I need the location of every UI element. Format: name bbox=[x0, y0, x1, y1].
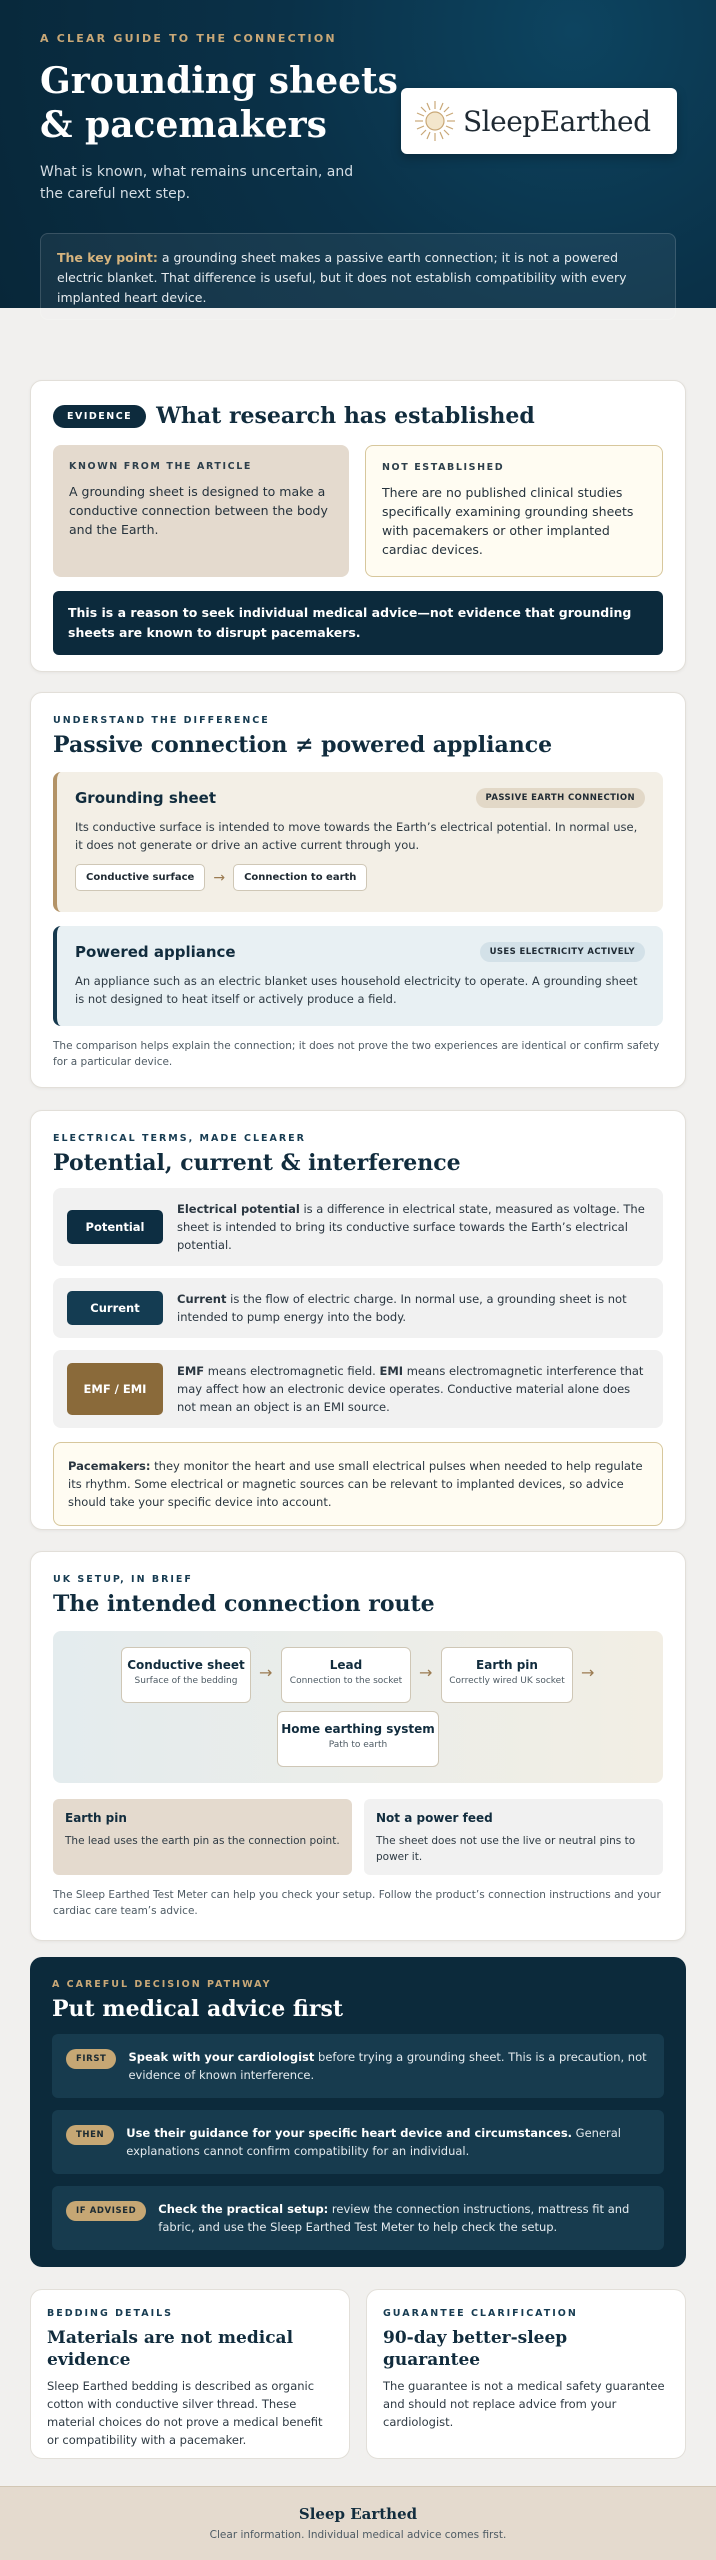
pathway-title: Put medical advice first bbox=[52, 1996, 344, 2022]
difference-eyebrow: UNDERSTAND THE DIFFERENCE bbox=[53, 715, 270, 726]
known-label: KNOWN FROM THE ARTICLE bbox=[69, 461, 252, 472]
bedding-title: Materials are not medical evidence bbox=[47, 2328, 294, 2370]
passive-connection-tag: PASSIVE EARTH CONNECTION bbox=[476, 788, 645, 808]
grounding-sheet-title: Grounding sheet bbox=[75, 789, 217, 807]
not-established-box bbox=[365, 445, 663, 577]
term-text-potential: Electrical potential is a difference in electrical state, measured as voltage. The sheet is intended to bring its conductive surface towards the Earth’s electrical potential. bbox=[177, 1202, 645, 1252]
terms-title: Potential, current & interference bbox=[53, 1150, 461, 1176]
brand-logo bbox=[401, 88, 677, 154]
term-text-emf-emi: EMF means electromagnetic field. EMI means electromagnetic interference that may affect how an electronic device operates. Conductive material alone does not mean an object is an EMI source. bbox=[177, 1364, 644, 1414]
flow-arrow-icon: → bbox=[581, 1663, 595, 1682]
page-title bbox=[40, 59, 400, 147]
bedding-text: Sleep Earthed bedding is described as organic cotton with conductive silver thread. These material choices do not prove a medical benefit or compatibility with a pacemaker. bbox=[47, 2379, 323, 2447]
term-potential bbox=[53, 1188, 663, 1266]
bedding-card bbox=[30, 2289, 350, 2459]
chip-conductive-surface: Conductive surface bbox=[75, 864, 205, 891]
footer-tagline: Clear information. Individual medical advice comes first. bbox=[209, 2529, 507, 2541]
guarantee-title: 90-day better-sleep guarantee bbox=[383, 2328, 568, 2370]
earth-pin-box: Earth pin The lead uses the earth pin as the connection point. bbox=[53, 1799, 352, 1875]
grounding-sheet-text: Its conductive surface is intended to move towards the Earth’s electrical potential. In normal use, it does not generate or drive an active current through you. bbox=[75, 820, 638, 852]
powered-appliance-text: An appliance such as an electric blanket uses household electricity to operate. A grounding sheet is not designed to heat itself or actively produce a field. bbox=[75, 974, 638, 1006]
flow-node-lead: Lead Connection to the socket bbox=[281, 1647, 411, 1703]
page-title-line2: & pacemakers bbox=[40, 104, 327, 146]
active-electricity-tag: USES ELECTRICITY ACTIVELY bbox=[480, 942, 645, 962]
known-text: A grounding sheet is designed to make a conductive connection between the body and the Earth. bbox=[69, 484, 328, 537]
not-established-label: NOT ESTABLISHED bbox=[382, 462, 505, 473]
term-text-current: Current is the flow of electric charge. In normal use, a grounding sheet is not intended to pump energy into the body. bbox=[177, 1292, 627, 1324]
guarantee-card bbox=[366, 2289, 686, 2459]
key-point-label: The key point: bbox=[57, 250, 158, 265]
arrow-right-icon: → bbox=[213, 869, 226, 886]
flow-arrow-icon: → bbox=[419, 1663, 433, 1682]
pacemaker-text: they monitor the heart and use small electrical pulses when needed to help regulate its rhythm. Some electrical or magnetic sources can be relevant to implanted devices, so advice should take your specific device into account. bbox=[68, 1459, 643, 1509]
brand-logo-text: SleepEarthed bbox=[463, 104, 651, 138]
flow-node-earth-pin: Earth pin Correctly wired UK socket bbox=[441, 1647, 573, 1703]
pathway-eyebrow: A CAREFUL DECISION PATHWAY bbox=[52, 1979, 272, 1990]
connection-chips bbox=[75, 864, 645, 891]
connection-flow-diagram bbox=[53, 1631, 663, 1783]
flow-node-conductive-sheet: Conductive sheet Surface of the bedding bbox=[121, 1647, 251, 1703]
step-then bbox=[52, 2110, 664, 2174]
key-point-text: a grounding sheet makes a passive earth connection; it is not a powered electric blanket. That difference is useful, but it does not establish compatibility with every implanted heart device. bbox=[57, 250, 627, 305]
term-current bbox=[53, 1278, 663, 1338]
research-title: What research has established bbox=[156, 403, 535, 429]
comparison-note: The comparison helps explain the connection; it does not prove the two experiences are identical or confirm safety for a particular device. bbox=[53, 1040, 660, 1068]
known-box bbox=[53, 445, 349, 577]
step-pill-first: FIRST bbox=[66, 2049, 116, 2069]
terms-eyebrow: ELECTRICAL TERMS, MADE CLEARER bbox=[53, 1133, 306, 1144]
guarantee-text: The guarantee is not a medical safety guarantee and should not replace advice from your cardiologist. bbox=[383, 2379, 665, 2429]
bedding-eyebrow: BEDDING DETAILS bbox=[47, 2308, 173, 2319]
advice-banner: This is a reason to seek individual medical advice—not evidence that grounding sheets are known to disrupt pacemakers. bbox=[53, 591, 663, 655]
footer-brand: Sleep Earthed bbox=[298, 2505, 418, 2523]
term-badge-emf-emi: EMF / EMI bbox=[67, 1363, 163, 1415]
difference-card bbox=[30, 692, 686, 1088]
research-header bbox=[53, 403, 663, 429]
chip-connection-to-earth: Connection to earth bbox=[233, 864, 367, 891]
hero-section bbox=[0, 0, 716, 308]
setup-eyebrow: UK SETUP, IN BRIEF bbox=[53, 1574, 193, 1585]
key-point-box bbox=[40, 233, 676, 320]
term-emf-emi bbox=[53, 1350, 663, 1428]
research-card bbox=[30, 380, 686, 672]
step-first bbox=[52, 2034, 664, 2098]
evidence-badge: EVIDENCE bbox=[53, 405, 146, 428]
hero-eyebrow: A CLEAR GUIDE TO THE CONNECTION bbox=[40, 32, 337, 45]
pin-info-row bbox=[53, 1799, 663, 1875]
setup-card bbox=[30, 1551, 686, 1941]
powered-appliance-title: Powered appliance bbox=[75, 943, 236, 961]
term-badge-potential: Potential bbox=[67, 1210, 163, 1244]
flow-arrow-icon: → bbox=[259, 1663, 273, 1682]
evidence-columns bbox=[53, 445, 663, 577]
setup-note: The Sleep Earthed Test Meter can help you check your setup. Follow the product’s connection instructions and your cardiac care team’s advice. bbox=[53, 1889, 661, 1917]
step-pill-then: THEN bbox=[66, 2125, 114, 2145]
setup-title: The intended connection route bbox=[53, 1591, 435, 1617]
sun-logo-icon bbox=[413, 99, 457, 143]
guarantee-eyebrow: GUARANTEE CLARIFICATION bbox=[383, 2308, 578, 2319]
terms-card bbox=[30, 1110, 686, 1530]
page-title-line1: Grounding sheets bbox=[40, 60, 398, 102]
term-badge-current: Current bbox=[67, 1291, 163, 1325]
hero-subtitle: What is known, what remains uncertain, and the careful next step. bbox=[40, 164, 354, 202]
powered-appliance-panel bbox=[53, 926, 663, 1026]
flow-node-home-earthing: Home earthing system Path to earth bbox=[277, 1711, 439, 1767]
not-established-text: There are no published clinical studies specifically examining grounding sheets with pacemakers or other implanted cardiac devices. bbox=[382, 485, 634, 557]
pathway-card bbox=[30, 1957, 686, 2267]
step-text-first: Speak with your cardiologist before trying a grounding sheet. This is a precaution, not evidence of known interference. bbox=[128, 2050, 647, 2082]
step-text-then: Use their guidance for your specific heart device and circumstances. General explanations cannot confirm compatibility for an individual. bbox=[126, 2126, 622, 2158]
pacemaker-note bbox=[53, 1442, 663, 1526]
pacemaker-label: Pacemakers: bbox=[68, 1459, 151, 1473]
grounding-sheet-panel bbox=[53, 772, 663, 912]
difference-title: Passive connection ≠ powered appliance bbox=[53, 732, 553, 758]
step-pill-if-advised: IF ADVISED bbox=[66, 2201, 146, 2221]
footer bbox=[0, 2486, 716, 2560]
step-if-advised bbox=[52, 2186, 664, 2250]
not-power-feed-box: Not a power feed The sheet does not use the live or neutral pins to power it. bbox=[364, 1799, 663, 1875]
step-text-if-advised: Check the practical setup: review the connection instructions, mattress fit and fabric, and use the Sleep Earthed Test Meter to help check the setup. bbox=[158, 2202, 630, 2234]
